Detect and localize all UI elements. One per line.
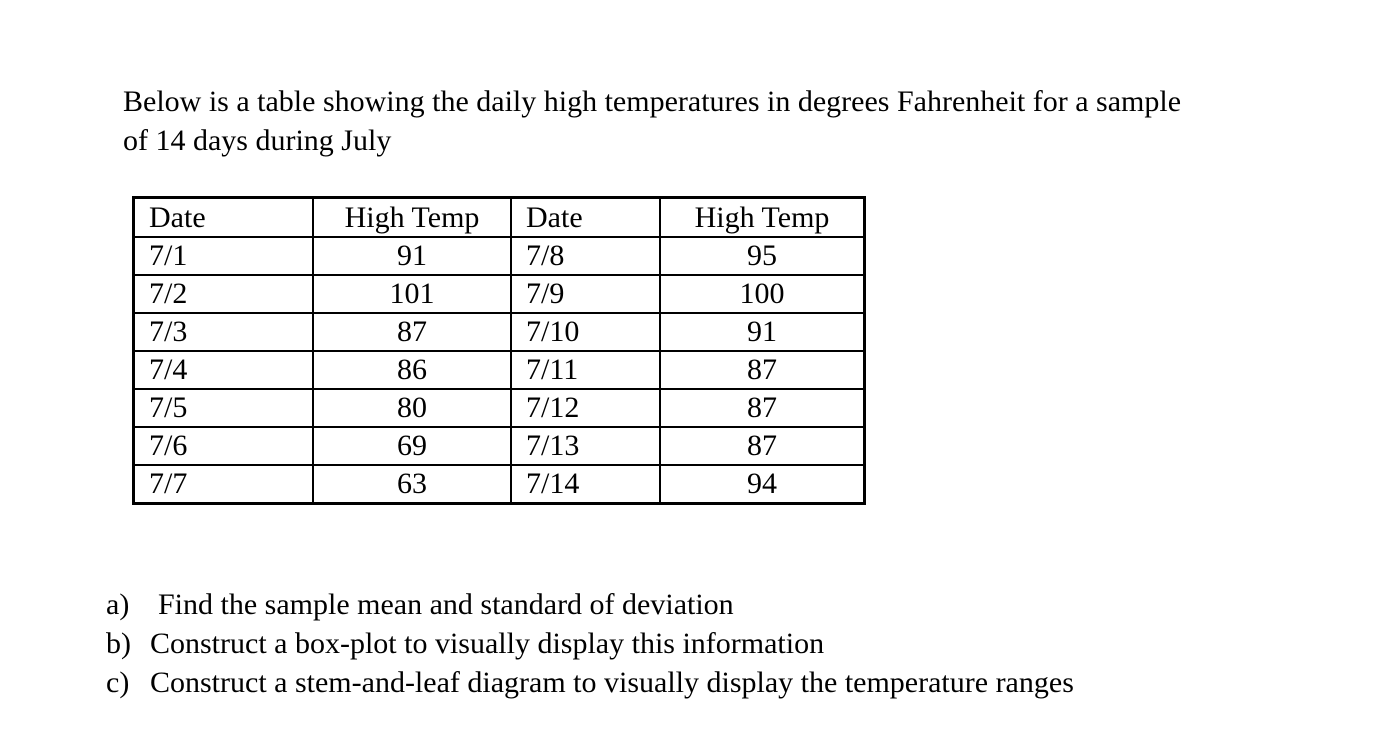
temp-cell: 69 [313,427,511,465]
table-row [134,427,865,465]
intro-line-1: Below is a table showing the daily high temperatures in degrees Fahrenheit for a sample [123,85,1182,118]
date-cell: 7/14 [511,465,660,504]
question-list [106,585,1074,702]
date-cell: 7/6 [134,427,314,465]
date-cell: 7/12 [511,389,660,427]
date-cell: 7/2 [134,275,314,313]
question-text: Find the sample mean and standard of deviation [158,588,734,621]
question-marker: c) [106,666,130,699]
header-date-2: Date [511,198,660,238]
temp-cell: 94 [660,465,865,504]
temp-cell: 95 [660,237,865,275]
temp-cell: 80 [313,389,511,427]
header-high-temp-2: High Temp [660,198,865,238]
temperature-table [132,196,866,505]
date-cell: 7/11 [511,351,660,389]
date-cell: 7/9 [511,275,660,313]
temp-cell: 100 [660,275,865,313]
temp-cell: 91 [660,313,865,351]
intro-paragraph [123,82,1323,160]
question-item-a [106,585,1074,624]
question-item-c [106,663,1074,702]
question-text: Construct a box-plot to visually display this information [150,627,825,660]
table-row [134,275,865,313]
temp-cell: 87 [313,313,511,351]
date-cell: 7/10 [511,313,660,351]
question-text: Construct a stem-and-leaf diagram to visually display the temperature ranges [150,666,1074,699]
date-cell: 7/1 [134,237,314,275]
temp-cell: 86 [313,351,511,389]
temp-cell: 101 [313,275,511,313]
header-date-1: Date [134,198,314,238]
date-cell: 7/7 [134,465,314,504]
question-item-b [106,624,1074,663]
date-cell: 7/3 [134,313,314,351]
temp-cell: 87 [660,351,865,389]
temp-cell: 87 [660,389,865,427]
question-marker: a) [106,588,130,621]
table-header-row [134,198,865,238]
date-cell: 7/8 [511,237,660,275]
temp-cell: 91 [313,237,511,275]
table-row [134,389,865,427]
date-cell: 7/13 [511,427,660,465]
table-row [134,351,865,389]
table-row [134,465,865,504]
header-high-temp-1: High Temp [313,198,511,238]
temp-cell: 63 [313,465,511,504]
question-marker: b) [106,627,131,660]
date-cell: 7/5 [134,389,314,427]
table-row [134,237,865,275]
table-row [134,313,865,351]
intro-line-2: of 14 days during July [123,124,392,157]
temp-cell: 87 [660,427,865,465]
date-cell: 7/4 [134,351,314,389]
